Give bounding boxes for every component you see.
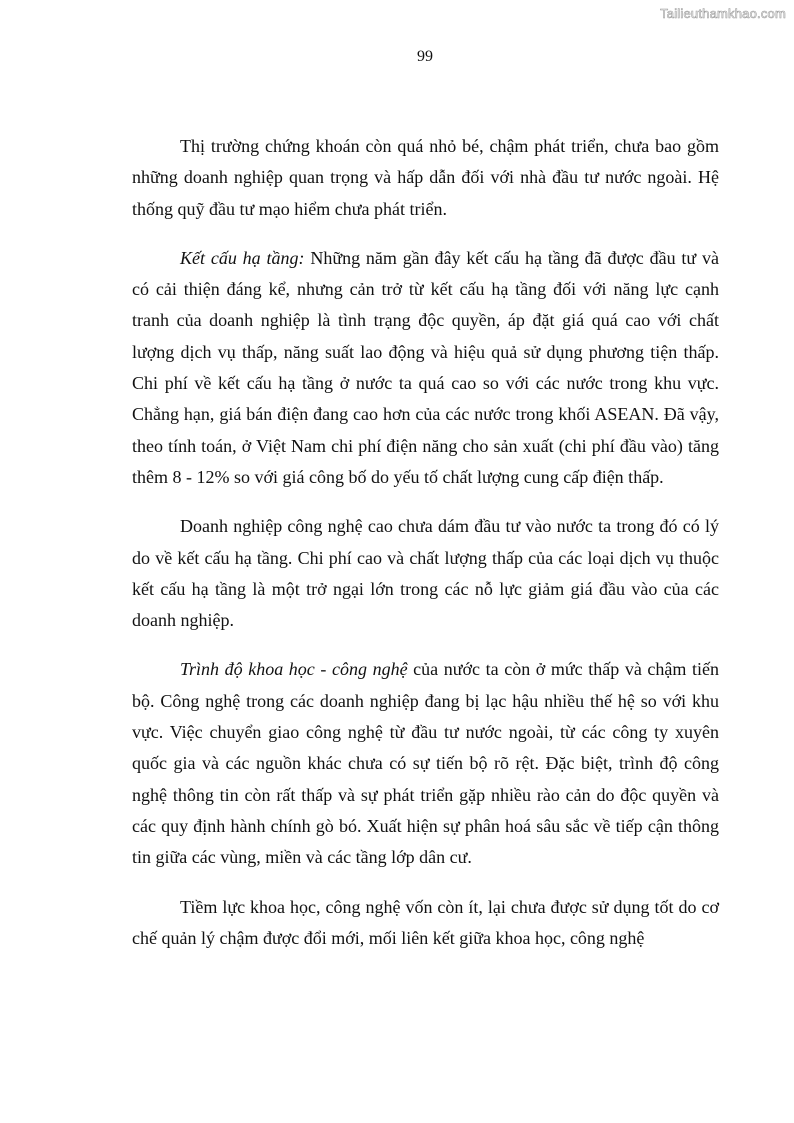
watermark-text: Tailieuthamkhao.com <box>660 6 786 21</box>
paragraph-science-tech-level <box>132 654 719 873</box>
paragraph-infrastructure <box>132 243 719 493</box>
paragraph-text: Những năm gần đây kết cấu hạ tầng đã được đầu tư và có cải thiện đáng kể, nhưng cản trở từ kết cấu hạ tầng đối với năng lực cạnh tranh của doanh nghiệp là tình trạng độc quyền, áp đặt giá quá cao với chất lượng dịch vụ thấp, năng suất lao động và hiệu quả sử dụng phương tiện thấp. Chi phí về kết cấu hạ tầng ở nước ta quá cao so với các nước trong khu vực. Chẳng hạn, giá bán điện đang cao hơn của các nước trong khối ASEAN. Đã vậy, theo tính toán, ở Việt Nam chi phí điện năng cho sản xuất (chi phí đầu vào) tăng thêm 8 - 12% so với giá công bố do yếu tố chất lượng cung cấp điện thấp. <box>132 247 719 487</box>
paragraph-text: của nước ta còn ở mức thấp và chậm tiến bộ. Công nghệ trong các doanh nghiệp đang bị lạc hậu nhiều thế hệ so với khu vực. Việc chuyển giao công nghệ từ đầu tư nước ngoài, từ các công ty xuyên quốc gia và các nguồn khác chưa có sự tiến bộ rõ rệt. Đặc biệt, trình độ công nghệ thông tin còn rất thấp và sự phát triển gặp nhiều rào cản do độc quyền và các quy định hành chính gò bó. Xuất hiện sự phân hoá sâu sắc về tiếp cận thông tin giữa các vùng, miền và các tầng lớp dân cư. <box>132 659 720 868</box>
paragraph-text: Thị trường chứng khoán còn quá nhỏ bé, chậm phát triển, chưa bao gồm những doanh nghiệp quan trọng và hấp dẫn đối với nhà đầu tư nước ngoài. Hệ thống quỹ đầu tư mạo hiểm chưa phát triển. <box>132 136 719 219</box>
paragraph-lead-heading: Trình độ khoa học - công nghệ <box>180 659 408 680</box>
paragraph-stock-market <box>132 131 719 225</box>
paragraph-text: Doanh nghiệp công nghệ cao chưa dám đầu tư vào nước ta trong đó có lý do về kết cấu hạ tầng. Chi phí cao và chất lượng thấp của các loại dịch vụ thuộc kết cấu hạ tầng là một trở ngại lớn trong các nỗ lực giảm giá đầu vào của các doanh nghiệp. <box>132 516 719 631</box>
document-body <box>132 131 719 972</box>
page-number: 99 <box>417 48 433 65</box>
paragraph-high-tech <box>132 511 719 636</box>
paragraph-science-potential <box>132 892 719 955</box>
paragraph-text: Tiềm lực khoa học, công nghệ vốn còn ít, lại chưa được sử dụng tốt do cơ chế quản lý chậm được đổi mới, mối liên kết giữa khoa học, công nghệ <box>132 896 719 948</box>
paragraph-lead-heading: Kết cấu hạ tầng: <box>180 247 305 268</box>
